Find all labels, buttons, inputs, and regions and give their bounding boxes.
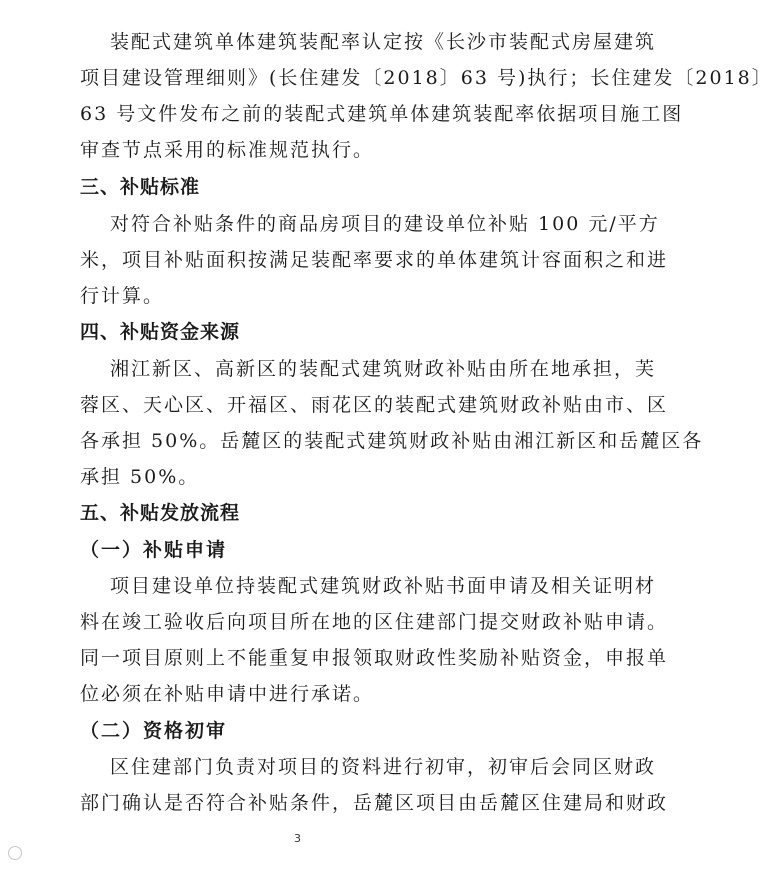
paragraph-line: 行计算。 [80,285,165,307]
paragraph-line: 料在竣工验收后向项目所在地的区住建部门提交财政补贴申请。 [80,611,669,633]
weibo-icon [8,846,22,860]
page-number: 3 [294,832,301,845]
section-heading: 五、补贴发放流程 [80,502,241,524]
paragraph-line: 项目建设单位持装配式建筑财政补贴书面申请及相关证明材 [110,575,657,597]
paragraph-line: 对符合补贴条件的商品房项目的建设单位补贴 100 元/平方 [110,213,660,235]
watermark-logo [8,846,22,860]
paragraph-line: 同一项目原则上不能重复申报领取财政性奖励补贴资金，申报单 [80,647,669,669]
paragraph-line: 部门确认是否符合补贴条件，岳麓区项目由岳麓区住建局和财政 [80,792,669,814]
paragraph-line: 位必须在补贴申请中进行承诺。 [80,683,375,705]
paragraph-line: 项目建设管理细则》(长住建发〔2018〕63 号)执行；长住建发〔2018〕 [80,67,773,89]
paragraph-line: 各承担 50%。岳麓区的装配式建筑财政补贴由湘江新区和岳麓区各 [80,430,704,452]
paragraph-line: 蓉区、天心区、开福区、雨花区的装配式建筑财政补贴由市、区 [80,394,669,416]
paragraph-line: 米，项目补贴面积按满足装配率要求的单体建筑计容面积之和进 [80,249,669,271]
section-heading: 三、补贴标准 [80,176,201,198]
paragraph-line: 装配式建筑单体建筑装配率认定按《长沙市装配式房屋建筑 [110,31,657,53]
paragraph-line: 区住建部门负责对项目的资料进行初审，初审后会同区财政 [110,756,657,778]
subsection-heading: （二）资格初审 [80,720,228,742]
paragraph-line: 审查节点采用的标准规范执行。 [80,139,375,161]
paragraph-line: 承担 50%。 [80,466,200,488]
section-heading: 四、补贴资金来源 [80,321,241,343]
paragraph-line: 63 号文件发布之前的装配式建筑单体建筑装配率依据项目施工图 [80,103,684,125]
paragraph-line: 湘江新区、高新区的装配式建筑财政补贴由所在地承担，芙 [110,358,657,380]
subsection-heading: （一）补贴申请 [80,539,228,561]
